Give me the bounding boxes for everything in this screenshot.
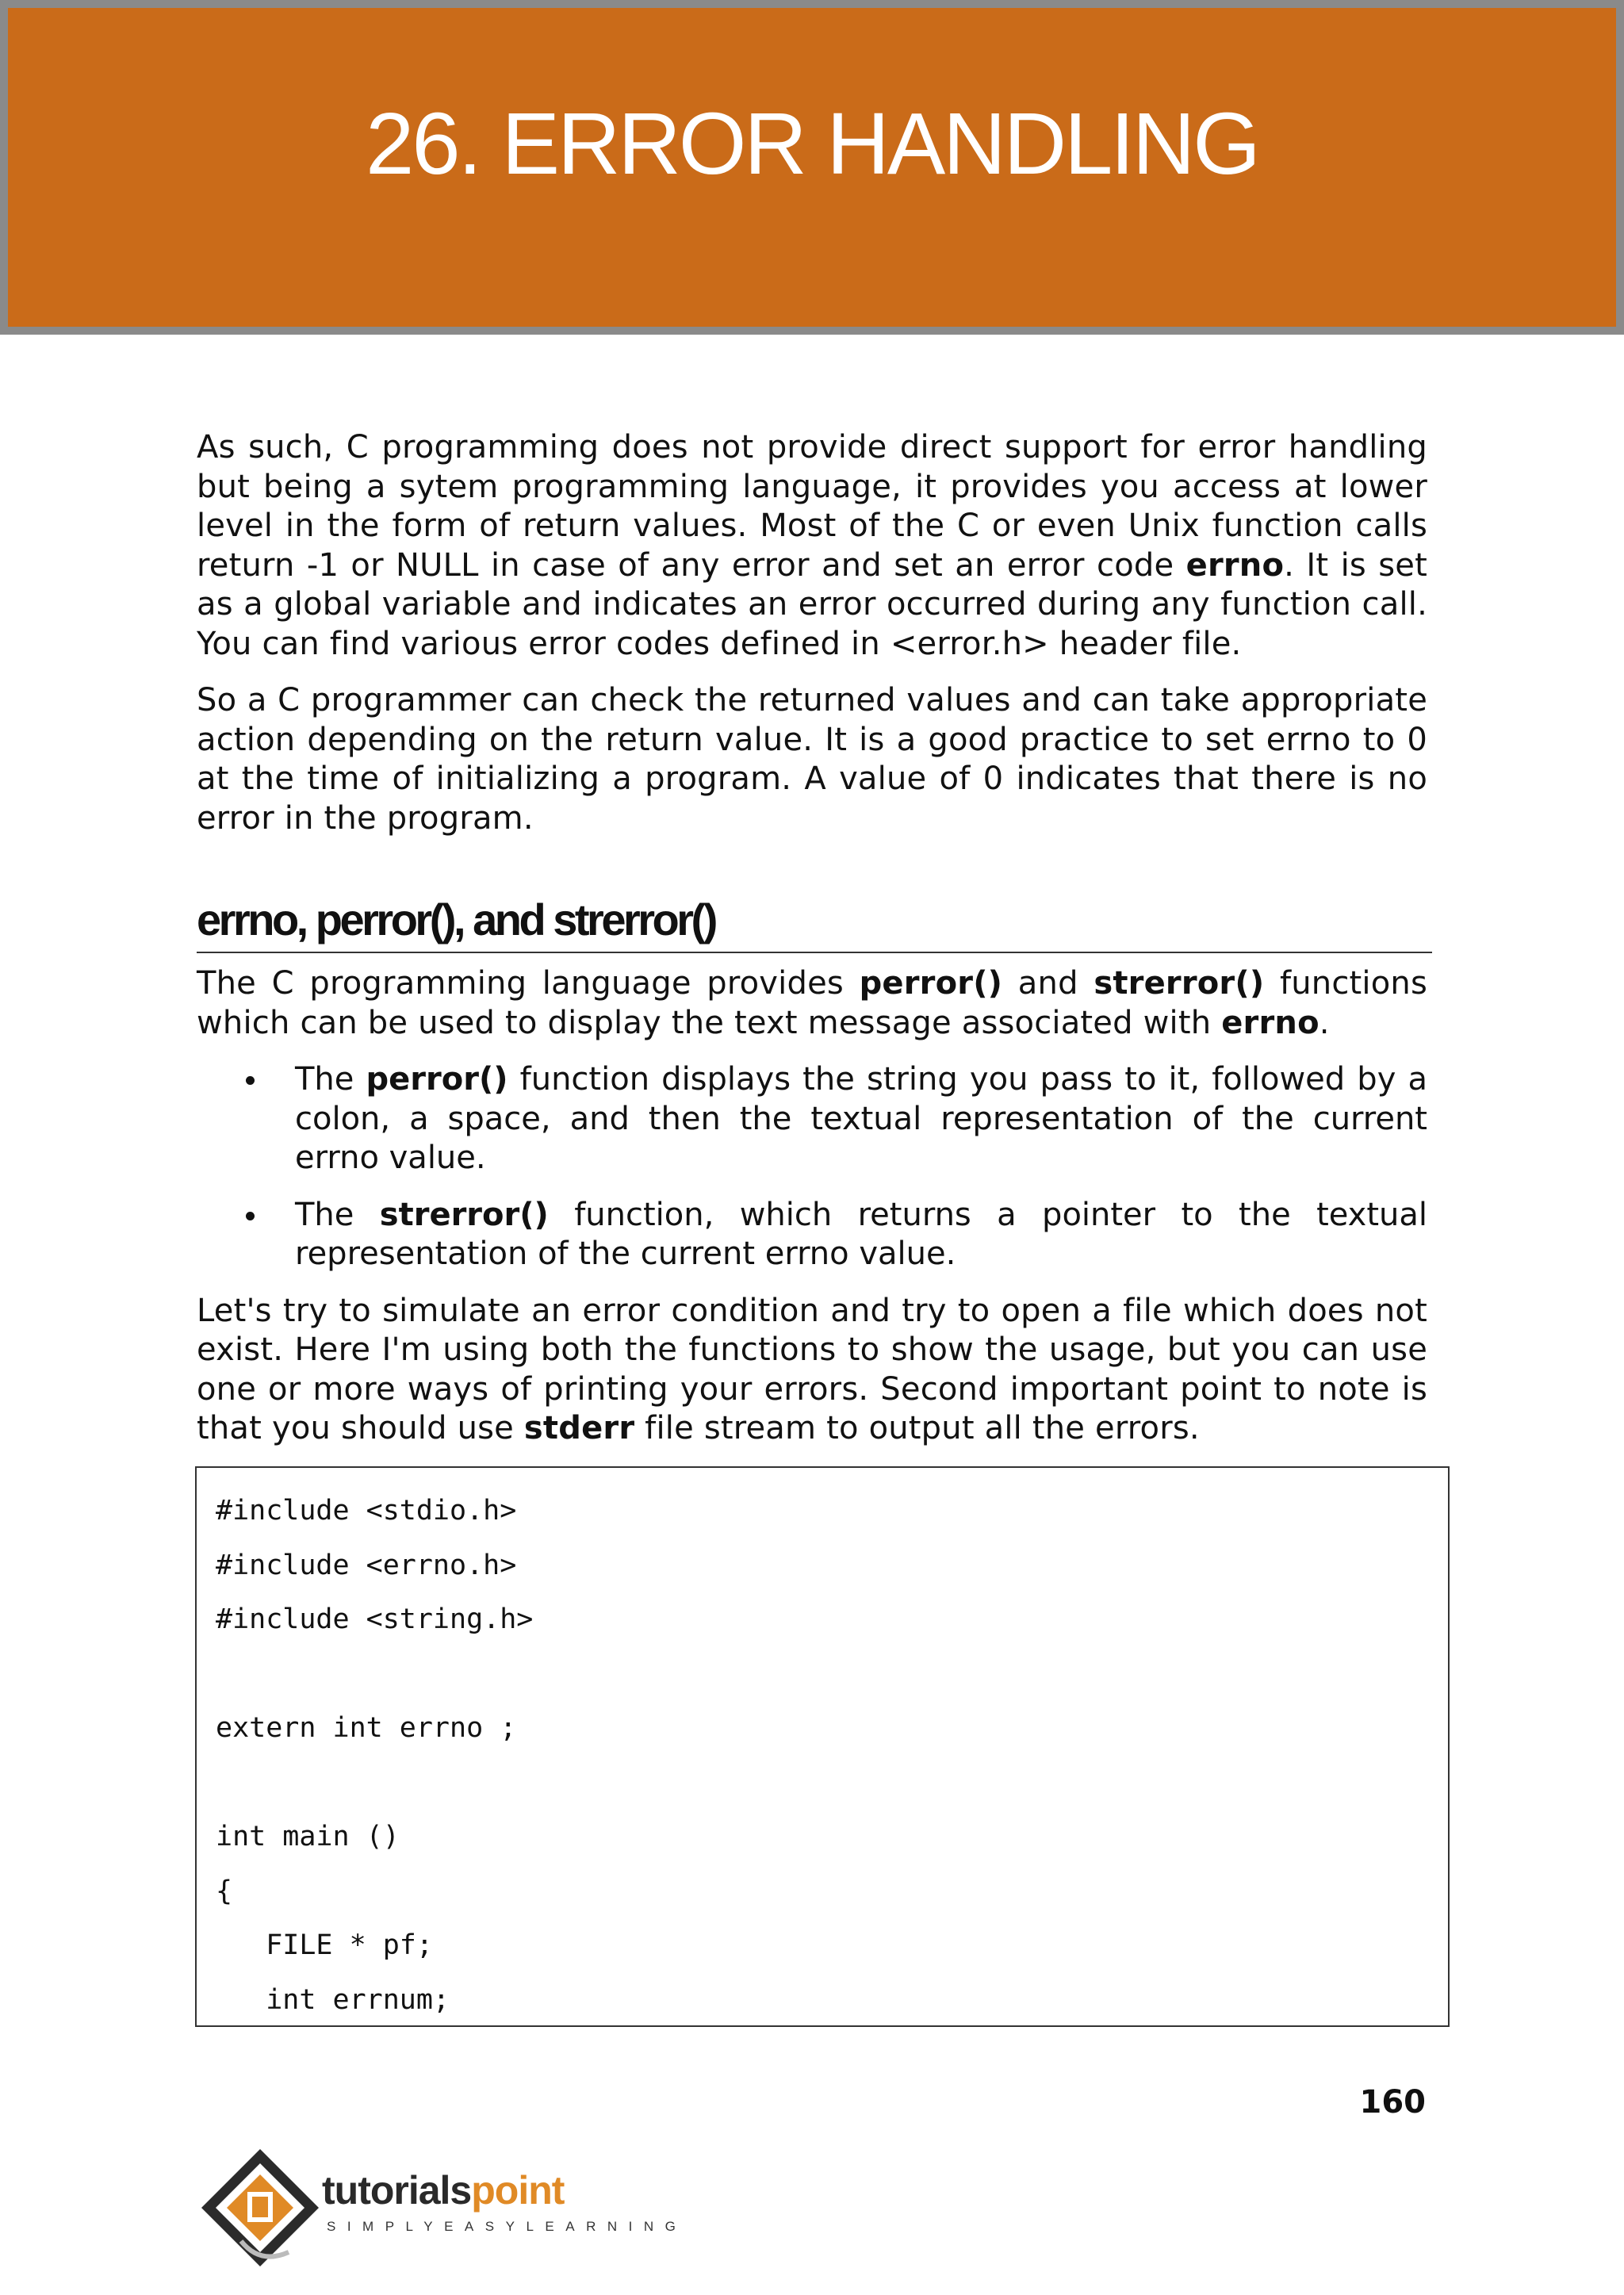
list-item-text: The — [295, 1196, 380, 1233]
code-line: #include <string.h> — [216, 1603, 534, 1635]
perror-keyword: perror() — [859, 965, 1003, 1002]
section-text: . — [1319, 1004, 1330, 1041]
intro-text: As such, C programming does not provide direct support for error handling but being a sytem programming language, it provides you access at lower level in the form of return values. Most of the C or even Unix function calls return -1 or NULL in case of any error and set an error code — [197, 429, 1427, 584]
list-item-text: function, which returns a pointer to the textual representation of the current errno value. — [295, 1196, 1428, 1272]
intro-paragraph-2: So a C programmer can check the returned values and can take appropriate action depending on the return value. It is a good practice to set errno to 0 at the time of initializing a program. A value of 0 indicates that there is no error in the program. — [197, 682, 1427, 837]
logo-word-tutorials: tutorials — [322, 2168, 472, 2213]
chapter-title: 26. ERROR HANDLING — [366, 95, 1258, 193]
section-text: file stream to output all the errors. — [634, 1410, 1200, 1446]
code-line — [216, 1756, 1429, 1810]
list-item-text: The — [295, 1061, 366, 1098]
section-paragraph-1 — [197, 964, 1427, 1043]
list-item-text: function displays the string you pass to it, followed by a colon, a space, and then the textual representation of the current errno value. — [295, 1061, 1428, 1176]
intro-text: . It is set as a global variable and indicates an error occurred during any function call. You can find various error codes defined in <error.h> header file. — [197, 546, 1427, 662]
section-text: and — [1002, 965, 1094, 1002]
list-item-keyword: strerror() — [379, 1196, 549, 1233]
logo-wordmark — [322, 2168, 564, 2213]
code-block — [195, 1466, 1450, 2027]
section-paragraph-2 — [197, 1292, 1427, 1449]
section-text: Let's try to simulate an error condition and try to open a file which does not exist. Here I'm using both the functions to show the usage, but you can use one or more ways of printing your errors. Second important point to note is that you should use — [197, 1292, 1427, 1446]
intro-section — [197, 428, 1427, 856]
code-line: #include <errno.h> — [216, 1549, 517, 1581]
code-line: int main () — [216, 1821, 400, 1852]
logo-word-point: point — [471, 2168, 565, 2213]
strerror-keyword: strerror() — [1094, 965, 1265, 1002]
section-text: functions which can be used to display the text message associated with — [197, 965, 1428, 1041]
section-heading: errno, perror(), and strerror() — [197, 891, 1432, 953]
page-number: 160 — [1359, 2084, 1426, 2121]
code-line: int errnum; — [216, 1983, 450, 2016]
tutorialspoint-logo — [193, 2140, 688, 2274]
code-line: FILE * pf; — [216, 1929, 433, 1961]
section-text: The C programming language provides — [197, 965, 860, 1002]
list-item-keyword: perror() — [366, 1061, 508, 1098]
bullet-list — [197, 1060, 1427, 1274]
bullet-dot — [246, 1212, 255, 1220]
code-line: { — [216, 1875, 233, 1907]
list-item — [197, 1196, 1427, 1274]
errno-keyword: errno — [1221, 1004, 1320, 1041]
section-body — [197, 964, 1427, 1466]
stderr-keyword: stderr — [523, 1410, 635, 1446]
logo-diamond-icon — [193, 2140, 328, 2274]
code-line — [216, 1647, 1429, 1702]
logo-tagline: SIMPLYEASYLEARNING — [327, 2219, 688, 2234]
bullet-dot — [246, 1076, 255, 1085]
code-line: #include <stdio.h> — [216, 1495, 517, 1527]
chapter-banner — [0, 0, 1624, 335]
list-item — [197, 1060, 1427, 1178]
errno-keyword: errno — [1185, 546, 1285, 584]
intro-paragraph-1 — [197, 428, 1427, 664]
code-line: extern int errno ; — [216, 1712, 517, 1744]
